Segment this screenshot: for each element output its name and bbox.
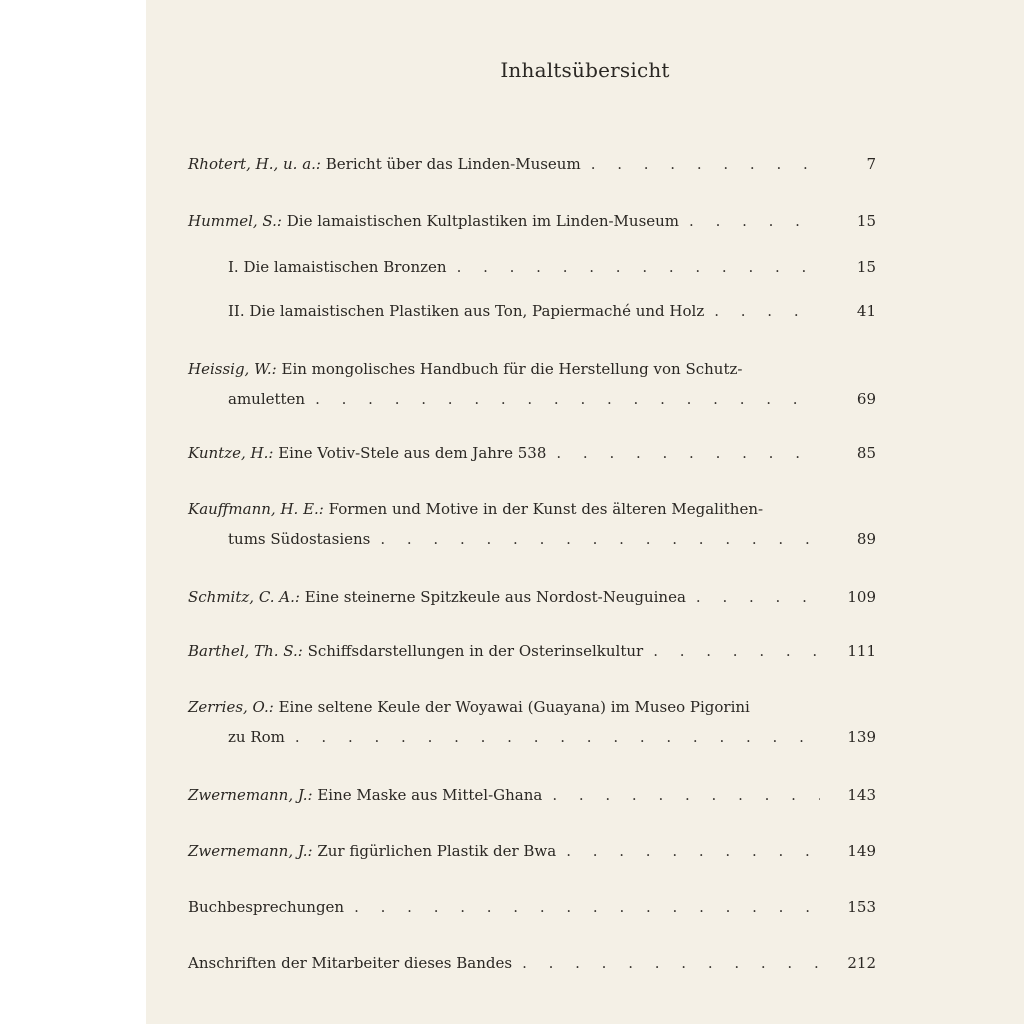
entry-title: II. Die lamaistischen Plastiken aus Ton, Papiermaché und Holz [228, 302, 705, 320]
entry-title: Eine steinerne Spitzkeule aus Nordost-Neuguinea [304, 588, 686, 606]
entry-title-continued: zu Rom [228, 728, 285, 746]
toc-entry [188, 892, 876, 922]
entry-author: Rhotert, H., u. a.: [188, 155, 321, 173]
entry-author: Zwernemann, J.: [188, 842, 313, 860]
entry-author: Kauffmann, H. E.: [188, 500, 324, 518]
document-page [146, 0, 1024, 1024]
toc-subentry [228, 252, 876, 282]
entry-title: Eine Votiv-Stele aus dem Jahre 538 [278, 444, 547, 462]
toc-entry [188, 836, 876, 866]
entry-author: Hummel, S.: [188, 212, 282, 230]
dot-leader [581, 149, 820, 179]
toc-entry [188, 636, 876, 666]
entry-page-number: 111 [847, 642, 876, 660]
entry-page-number: 153 [847, 898, 876, 916]
toc-entry [188, 780, 876, 810]
toc-entry [188, 354, 876, 414]
entry-title: Eine Maske aus Mittel-Ghana [317, 786, 543, 804]
entry-title: Schiffsdarstellungen in der Osterinselkultur [307, 642, 644, 660]
entry-title-continued: tums Südostasiens [228, 530, 371, 548]
entry-title: Zur figürlichen Plastik der Bwa [317, 842, 557, 860]
entry-page-number: 149 [847, 842, 876, 860]
dot-leader [305, 384, 820, 414]
entry-author: Zerries, O.: [188, 698, 274, 716]
toc-entry [188, 494, 876, 554]
entry-author: Heissig, W.: [188, 360, 277, 378]
entry-page-number: 15 [856, 212, 876, 230]
entry-page-number: 139 [847, 728, 876, 746]
entry-title: Ein mongolisches Handbuch für die Herstellung von Schutz- [281, 360, 743, 378]
dot-leader [679, 206, 820, 236]
entry-title: Bericht über das Linden-Museum [325, 155, 581, 173]
toc-entry [188, 438, 876, 468]
toc-subentry [228, 296, 876, 326]
entry-title-continued: amuletten [228, 390, 306, 408]
entry-page-number: 41 [856, 302, 876, 320]
entry-author: Barthel, Th. S.: [188, 642, 303, 660]
page-title: Inhaltsübersicht [500, 58, 670, 82]
toc-entry [188, 948, 876, 978]
entry-page-number: 69 [856, 390, 876, 408]
dot-leader [704, 296, 820, 326]
dot-leader [512, 948, 820, 978]
dot-leader [542, 780, 820, 810]
dot-leader [285, 722, 820, 752]
dot-leader [344, 892, 820, 922]
dot-leader [643, 636, 820, 666]
dot-leader [370, 524, 820, 554]
entry-page-number: 15 [856, 258, 876, 276]
toc-entry [188, 692, 876, 752]
entry-page-number: 7 [866, 155, 876, 173]
entry-page-number: 212 [847, 954, 876, 972]
entry-page-number: 143 [847, 786, 876, 804]
entry-author: Schmitz, C. A.: [188, 588, 300, 606]
dot-leader [686, 582, 820, 612]
entry-title: Eine seltene Keule der Woyawai (Guayana) im Museo Pigorini [278, 698, 750, 716]
toc-entry [188, 582, 876, 612]
entry-title: Formen und Motive in der Kunst des älteren Megalithen- [328, 500, 764, 518]
toc-entry [188, 206, 876, 236]
dot-leader [556, 836, 820, 866]
dot-leader [546, 438, 820, 468]
entry-author: Kuntze, H.: [188, 444, 274, 462]
entry-title: I. Die lamaistischen Bronzen [228, 258, 447, 276]
entry-page-number: 85 [856, 444, 876, 462]
entry-title: Die lamaistischen Kultplastiken im Linden-Museum [286, 212, 680, 230]
entry-page-number: 89 [856, 530, 876, 548]
toc-entry [188, 149, 876, 179]
entry-author: Zwernemann, J.: [188, 786, 313, 804]
dot-leader [447, 252, 820, 282]
entry-title: Buchbesprechungen [188, 898, 345, 916]
entry-title: Anschriften der Mitarbeiter dieses Bandes [188, 954, 513, 972]
entry-page-number: 109 [847, 588, 876, 606]
